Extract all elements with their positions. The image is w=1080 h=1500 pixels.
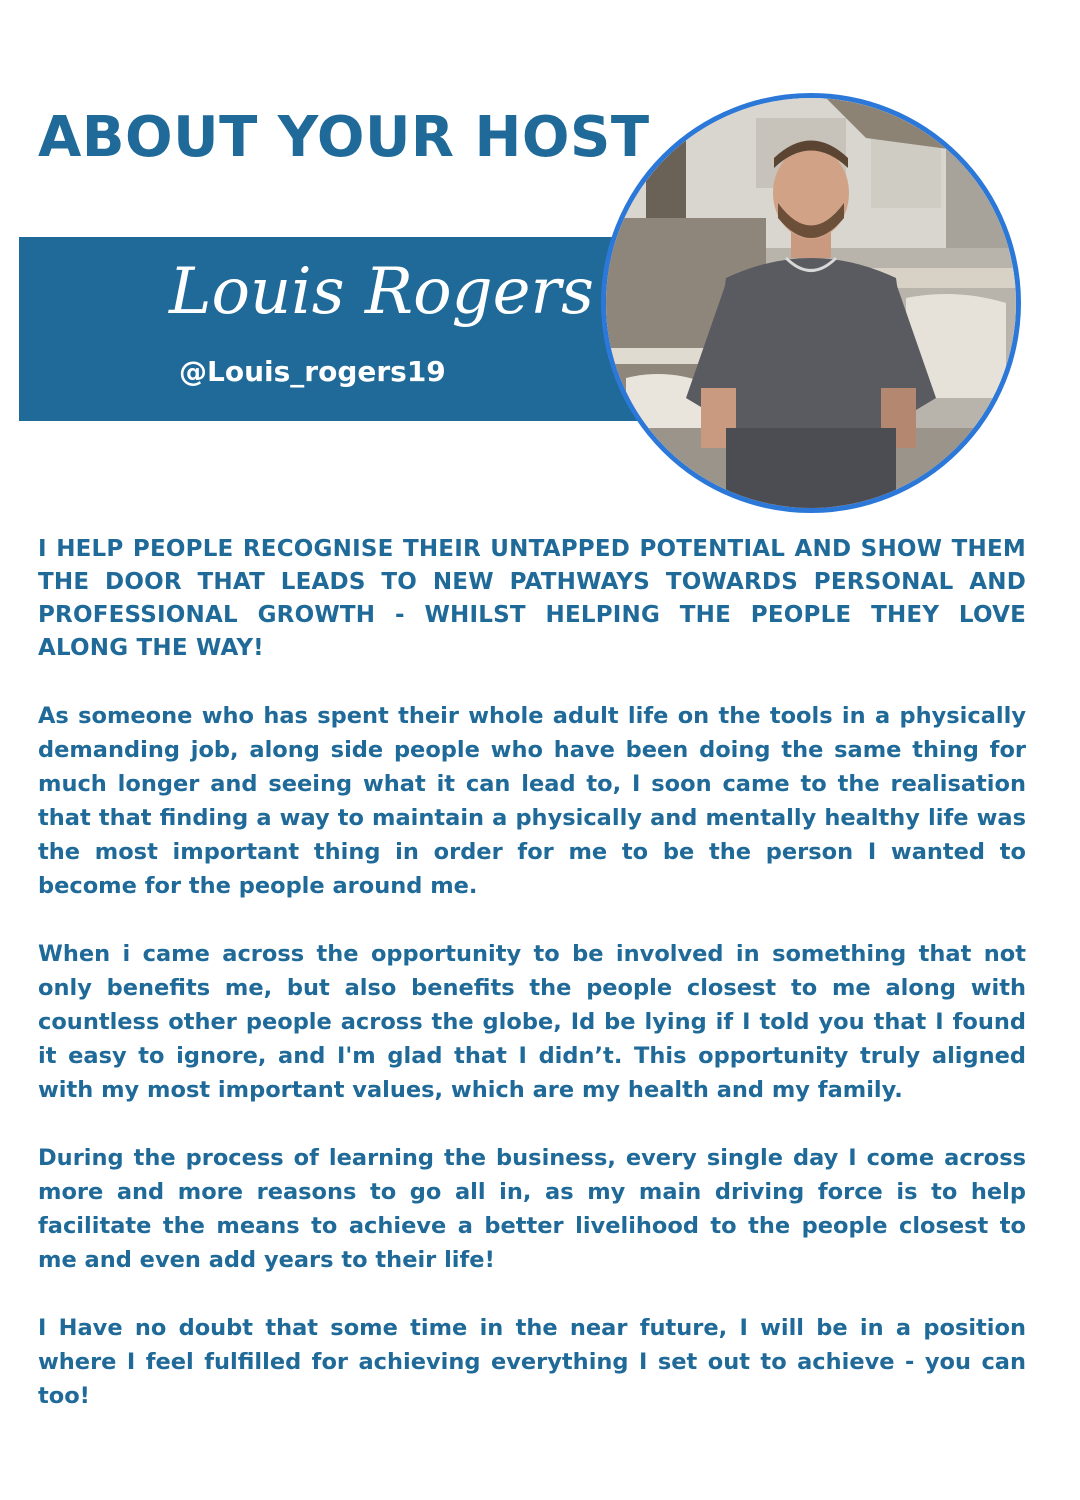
bio-paragraph: During the process of learning the business, every single day I come across more and more reasons to go all in, as my main driving force is to help facilitate the means to achieve a better livelihood to the people closest to me and even add years to their life! — [38, 1145, 1026, 1273]
host-photo-illustration — [606, 98, 1016, 508]
bio-paragraph: I Have no doubt that some time in the near future, I will be in a position where I feel fulfilled for achieving everything I set out to achieve - you can too! — [38, 1315, 1026, 1409]
bio-content — [38, 533, 1026, 1447]
host-photo — [601, 93, 1021, 513]
host-handle: @Louis_rogers19 — [179, 355, 446, 388]
bio-paragraph: As someone who has spent their whole adult life on the tools in a physically demanding job, along side people who have been doing the same thing for much longer and seeing what it can lead to, I soon came to the realisation that that finding a way to maintain a physically and mentally healthy life was the most important thing in order for me to be the person I wanted to become for the people around me. — [38, 703, 1026, 899]
page-title: ABOUT YOUR HOST — [38, 105, 650, 170]
name-banner — [19, 237, 679, 421]
bio-paragraph: When i came across the opportunity to be involved in something that not only benefits me, but also benefits the people closest to me along with countless other people across the globe, Id be lying if I told you that I found it easy to ignore, and I'm glad that I didn’t. This opportunity truly aligned with my most important values, which are my health and my family. — [38, 941, 1026, 1103]
bio-intro: I HELP PEOPLE RECOGNISE THEIR UNTAPPED POTENTIAL AND SHOW THEM THE DOOR THAT LEADS TO NEW PATHWAYS TOWARDS PERSONAL AND PROFESSIONAL GROWTH - WHILST HELPING THE PEOPLE THEY LOVE ALONG THE WAY! — [38, 536, 1026, 661]
host-name: Louis Rogers — [169, 255, 594, 329]
